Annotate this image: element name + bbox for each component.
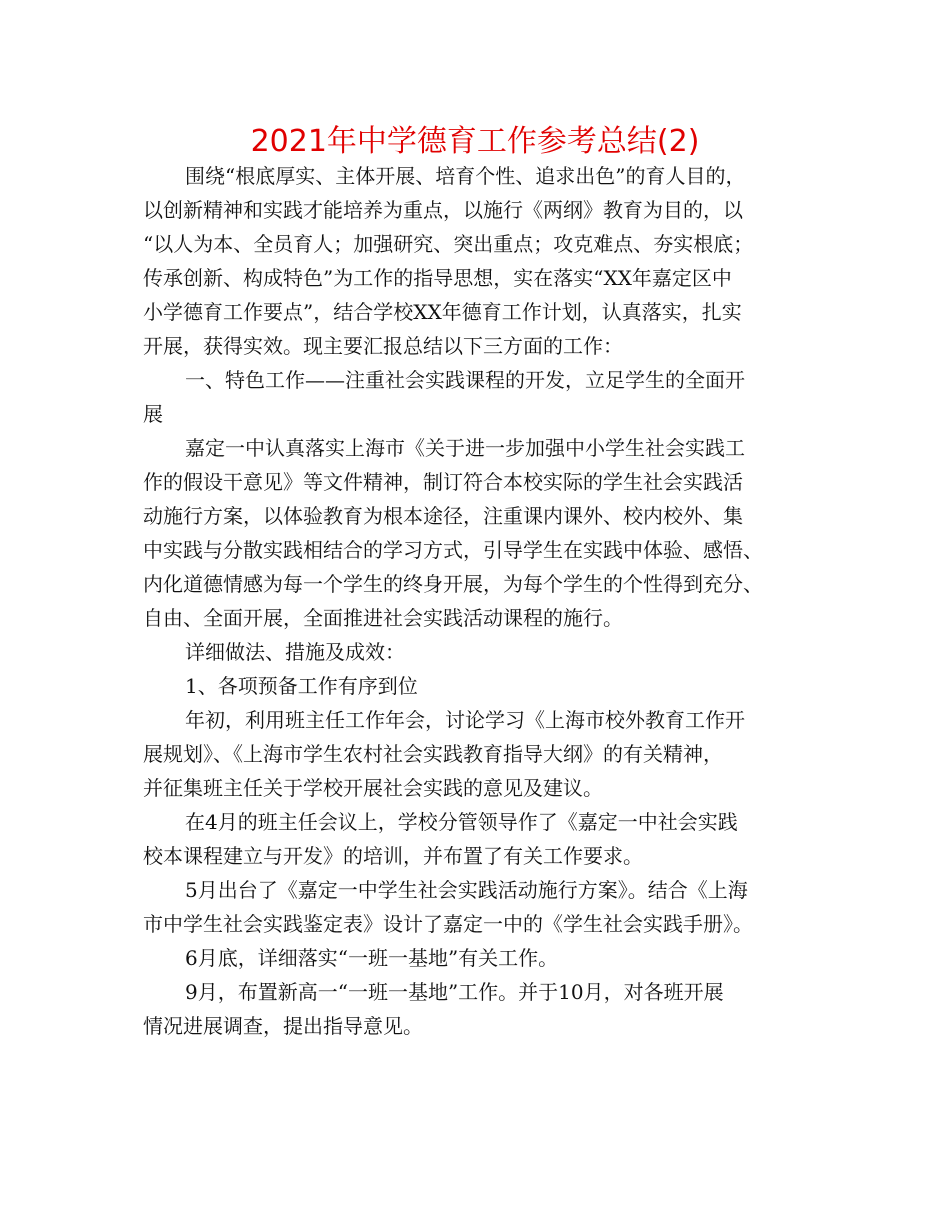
text-line: 开展，获得实效。现主要汇报总结以下三方面的工作： — [143, 334, 623, 358]
document-title: 2021年中学德育工作参考总结(2) — [250, 124, 700, 159]
text-line: “以人为本、全员育人；加强研究、突出重点；攻克难点、夯实根底； — [143, 232, 754, 256]
text-line: 校本课程建立与开发》的培训，并布置了有关工作要求。 — [143, 844, 643, 868]
text-line: 自由、全面开展，全面推进社会实践活动课程的施行。 — [143, 606, 623, 630]
text-line: 1、各项预备工作有序到位 — [185, 674, 418, 698]
text-line: 5月出台了《嘉定一中学生社会实践活动施行方案》。结合《上海 — [185, 878, 748, 902]
text-line: 以创新精神和实践才能培养为重点，以施行《两纲》教育为目的，以 — [143, 198, 743, 222]
text-line: 中实践与分散实践相结合的学习方式，引导学生在实践中体验、感悟、 — [143, 538, 763, 562]
text-line: 展 — [143, 402, 163, 426]
text-line: 并征集班主任关于学校开展社会实践的意见及建议。 — [143, 776, 603, 800]
text-line: 市中学生社会实践鉴定表》设计了嘉定一中的《学生社会实践手册》。 — [143, 912, 753, 936]
text-line: 情况进展调查，提出指导意见。 — [143, 1014, 423, 1038]
text-line: 嘉定一中认真落实上海市《关于进一步加强中小学生社会实践工 — [185, 436, 745, 460]
text-line: 年初，利用班主任工作年会，讨论学习《上海市校外教育工作开 — [185, 708, 745, 732]
text-line: 详细做法、措施及成效： — [185, 640, 405, 664]
text-line: 内化道德情感为每一个学生的终身开展，为每个学生的个性得到充分、 — [143, 572, 763, 596]
text-line: 6月底，详细落实“一班一基地”有关工作。 — [185, 946, 559, 970]
document-body — [143, 159, 823, 1043]
text-line: 小学德育工作要点”，结合学校XX年德育工作计划，认真落实，扎实 — [143, 300, 742, 324]
text-line: 动施行方案，以体验教育为根本途径，注重课内课外、校内校外、集 — [143, 504, 743, 528]
text-line: 展规划》、《上海市学生农村社会实践教育指导大纲》的有关精神， — [143, 742, 723, 766]
text-line: 在4月的班主任会议上，学校分管领导作了《嘉定一中社会实践 — [185, 810, 738, 834]
text-line: 围绕“根底厚实、主体开展、培育个性、追求出色”的育人目的， — [185, 164, 746, 188]
text-line: 一、特色工作——注重社会实践课程的开发，立足学生的全面开 — [185, 368, 745, 392]
text-line: 传承创新、构成特色”为工作的指导思想，实在落实“XX年嘉定区中 — [143, 266, 732, 290]
text-line: 作的假设干意见》等文件精神，制订符合本校实际的学生社会实践活 — [143, 470, 743, 494]
text-line: 9月，布置新高一“一班一基地”工作。并于10月，对各班开展 — [185, 980, 724, 1004]
